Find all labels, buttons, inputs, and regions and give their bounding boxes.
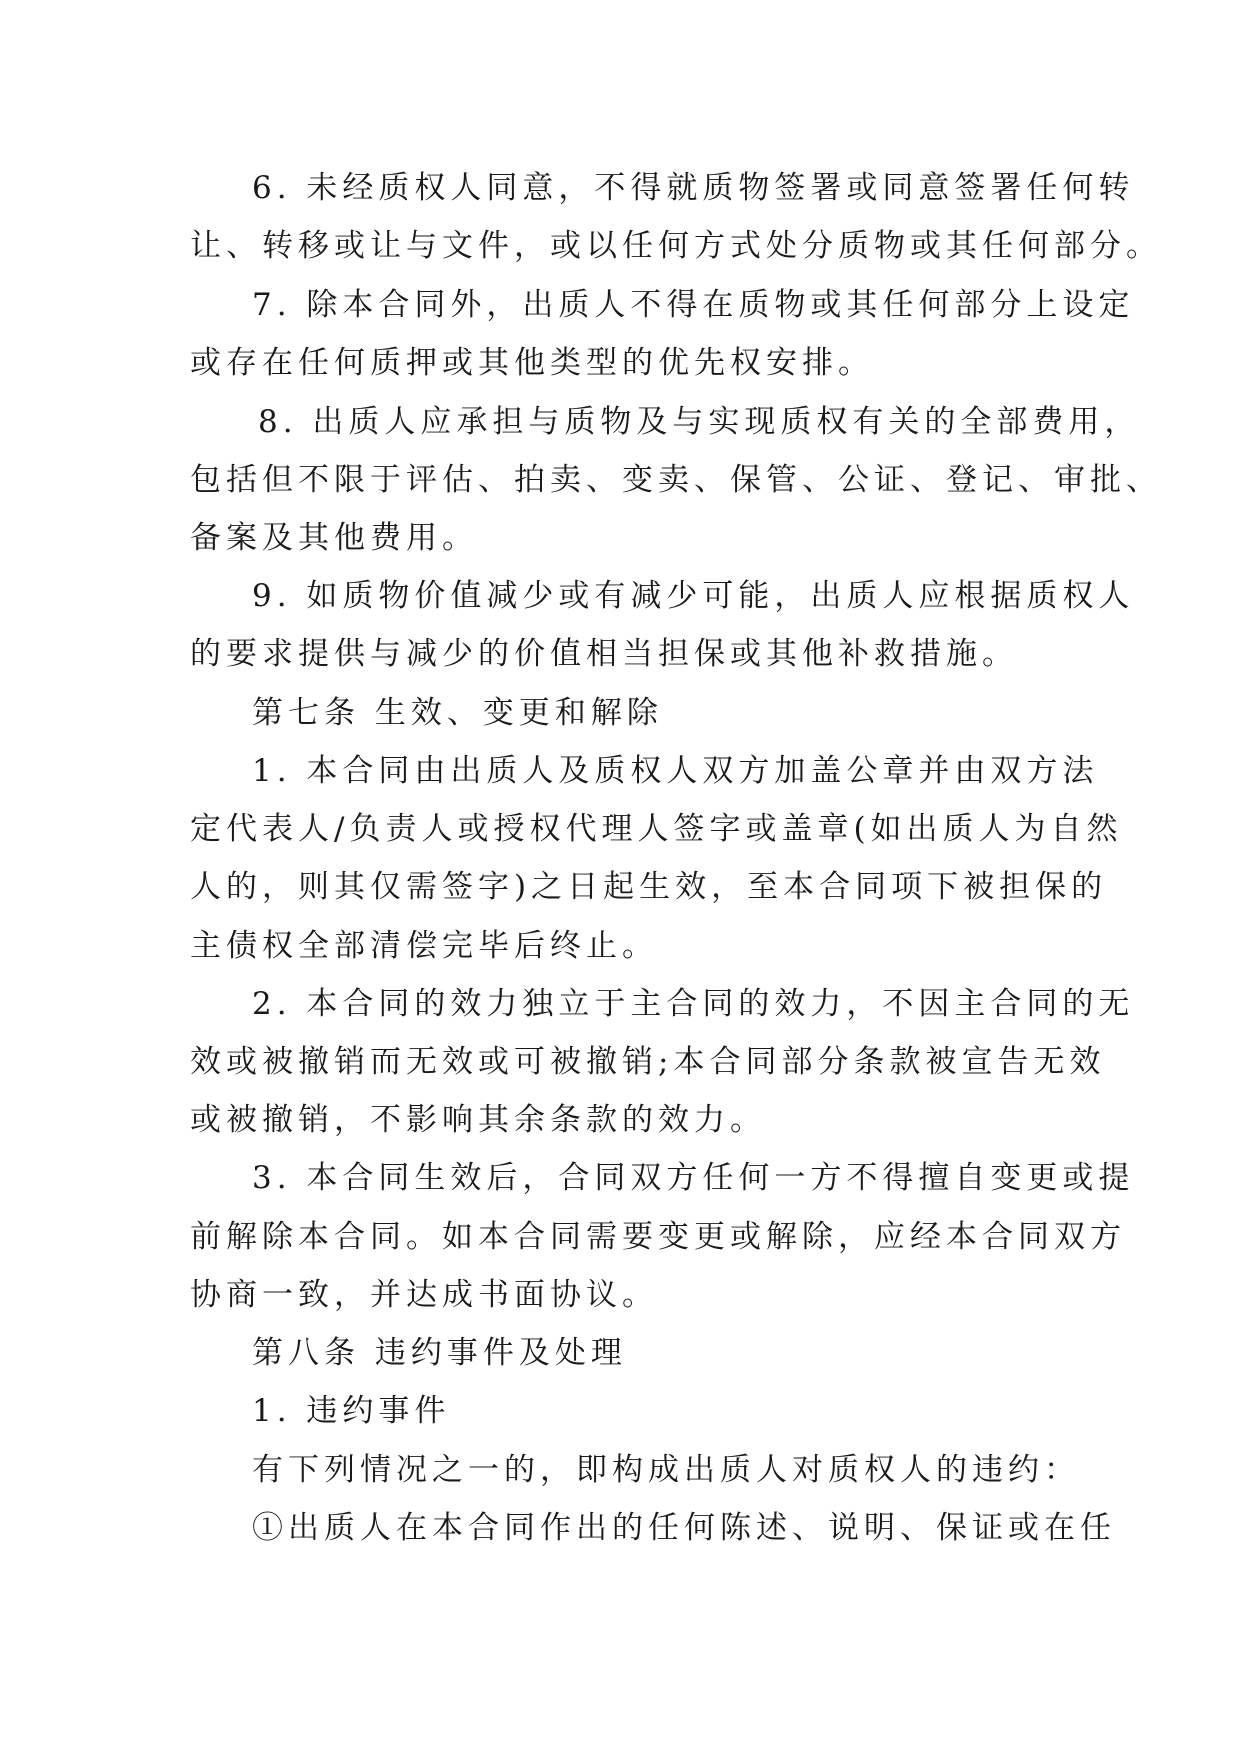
text-line: 协商一致，并达成书面协议。 <box>190 1277 658 1313</box>
text-line: 2. 本合同的效力独立于主合同的效力，不因主合同的无 <box>252 986 1135 1022</box>
text-line: 或被撤销，不影响其余条款的效力。 <box>190 1102 766 1138</box>
text-line: 效或被撤销而无效或可被撤销;本合同部分条款被宣告无效 <box>190 1044 1106 1080</box>
text-line: 1. 违约事件 <box>252 1393 451 1429</box>
text-line: 8. 出质人应承担与质物及与实现质权有关的全部费用， <box>258 404 1141 440</box>
text-line: 前解除本合同。如本合同需要变更或解除，应经本合同双方 <box>190 1219 1126 1255</box>
text-line: ①出质人在本合同作出的任何陈述、说明、保证或在任 <box>252 1510 1116 1546</box>
text-line: 人的，则其仅需签字)之日起生效，至本合同项下被担保的 <box>190 869 1108 905</box>
text-line: 3. 本合同生效后，合同双方任何一方不得擅自变更或提 <box>252 1160 1135 1196</box>
text-line: 7. 除本合同外，出质人不得在质物或其任何部分上设定 <box>252 287 1135 323</box>
text-line: 9. 如质物价值减少或有减少可能，出质人应根据质权人 <box>252 578 1135 614</box>
text-line: 或存在任何质押或其他类型的优先权安排。 <box>190 345 874 381</box>
text-line: 让、转移或让与文件，或以任何方式处分质物或其任何部分。 <box>190 228 1162 264</box>
text-line: 备案及其他费用。 <box>190 520 478 556</box>
text-line: 1. 本合同由出质人及质权人双方加盖公章并由双方法 <box>252 753 1099 789</box>
text-line: 包括但不限于评估、拍卖、变卖、保管、公证、登记、审批、 <box>190 462 1162 498</box>
section-heading: 第七条 生效、变更和解除 <box>252 695 663 731</box>
section-heading: 第八条 违约事件及处理 <box>252 1335 627 1371</box>
text-line: 6. 未经质权人同意，不得就质物签署或同意签署任何转 <box>252 170 1135 206</box>
text-line: 有下列情况之一的，即构成出质人对质权人的违约： <box>252 1452 1080 1488</box>
text-line: 定代表人/负责人或授权代理人签字或盖章(如出质人为自然 <box>190 811 1123 847</box>
text-line: 的要求提供与减少的价值相当担保或其他补救措施。 <box>190 636 1018 672</box>
text-line: 主债权全部清偿完毕后终止。 <box>190 928 658 964</box>
